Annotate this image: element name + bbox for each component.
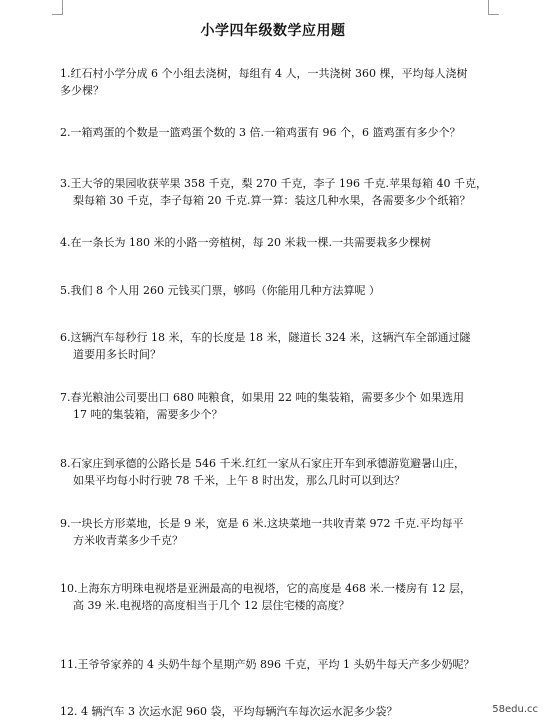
question-1-line1: 1.红石村小学分成 6 个小组去浇树，每组有 4 人，一共浇树 360 棵，平均每人浇树 — [60, 67, 468, 80]
question-3 — [60, 175, 496, 209]
question-4 — [60, 234, 496, 251]
question-9-line2: 方米收青菜多少千克？ — [73, 534, 183, 547]
question-1-line2: 多少棵？ — [60, 84, 104, 97]
crop-mark-top-right — [488, 0, 499, 15]
question-8-line2: 如果平均每小时行驶 78 千米，上午 8 时出发，那么几时可以到达？ — [73, 474, 405, 487]
question-2 — [60, 124, 496, 141]
question-6-line2: 道要用多长时间？ — [73, 348, 161, 361]
question-10-line1: 10.上海东方明珠电视塔是亚洲最高的电视塔，它的高度是 468 米.一楼房有 12 层， — [60, 582, 471, 595]
page-title: 小学四年级数学应用题 — [200, 23, 346, 39]
crop-mark-top-left — [52, 0, 63, 15]
question-5 — [60, 282, 496, 299]
question-10 — [60, 580, 496, 614]
question-6 — [60, 329, 496, 363]
question-1 — [60, 65, 496, 99]
question-9-line1: 9.一块长方形菜地，长是 9 米，宽是 6 米.这块菜地一共收青菜 972 千克.平均每平 — [60, 517, 464, 530]
question-7-line2: 17 吨的集装箱，需要多少个？ — [73, 408, 223, 421]
question-12 — [60, 703, 496, 720]
question-5-line1: 5.我们 8 个人用 260 元钱买门票，够吗（你能用几种方法算呢 ） — [60, 284, 380, 297]
question-8 — [60, 455, 496, 489]
question-3-line1: 3.王大爷的果园收获苹果 358 千克，梨 270 千克，李子 196 千克.苹果每箱 40 千克， — [60, 177, 487, 190]
site-watermark: 58edu.cc — [492, 704, 538, 715]
question-2-line1: 2.一箱鸡蛋的个数是一篮鸡蛋个数的 3 倍.一箱鸡蛋有 96 个，6 篮鸡蛋有多少个？ — [60, 126, 461, 139]
question-8-line1: 8.石家庄到承德的公路长是 546 千米.红红一家从石家庄开车到承德游览避暑山庄， — [60, 457, 465, 470]
question-10-line2: 高 39 米.电视塔的高度相当于几个 12 层住宅楼的高度？ — [73, 599, 350, 612]
question-11 — [60, 656, 496, 673]
question-6-line1: 6.这辆汽车每秒行 18 米，车的长度是 18 米，隧道长 324 米，这辆汽车全部通过隧 — [60, 331, 471, 344]
question-4-line1: 4.在一条长为 180 米的小路一旁植树，每 20 米栽一棵.一共需要栽多少棵树 — [60, 236, 431, 249]
question-3-line2: 梨每箱 30 千克，李子每箱 20 千克.算一算：装这几种水果，各需要多少个纸箱？ — [73, 194, 471, 207]
question-7 — [60, 389, 496, 423]
question-7-line1: 7.春光粮油公司要出口 680 吨粮食，如果用 22 吨的集装箱，需要多少个 如果选用 — [60, 391, 464, 404]
question-12-line1: 12. 4 辆汽车 3 次运水泥 960 袋，平均每辆汽车每次运水泥多少袋？ — [60, 705, 398, 718]
question-11-line1: 11.王爷爷家养的 4 头奶牛每个星期产奶 896 千克，平均 1 头奶牛每天产多少奶呢？ — [60, 658, 475, 671]
question-9 — [60, 515, 496, 549]
